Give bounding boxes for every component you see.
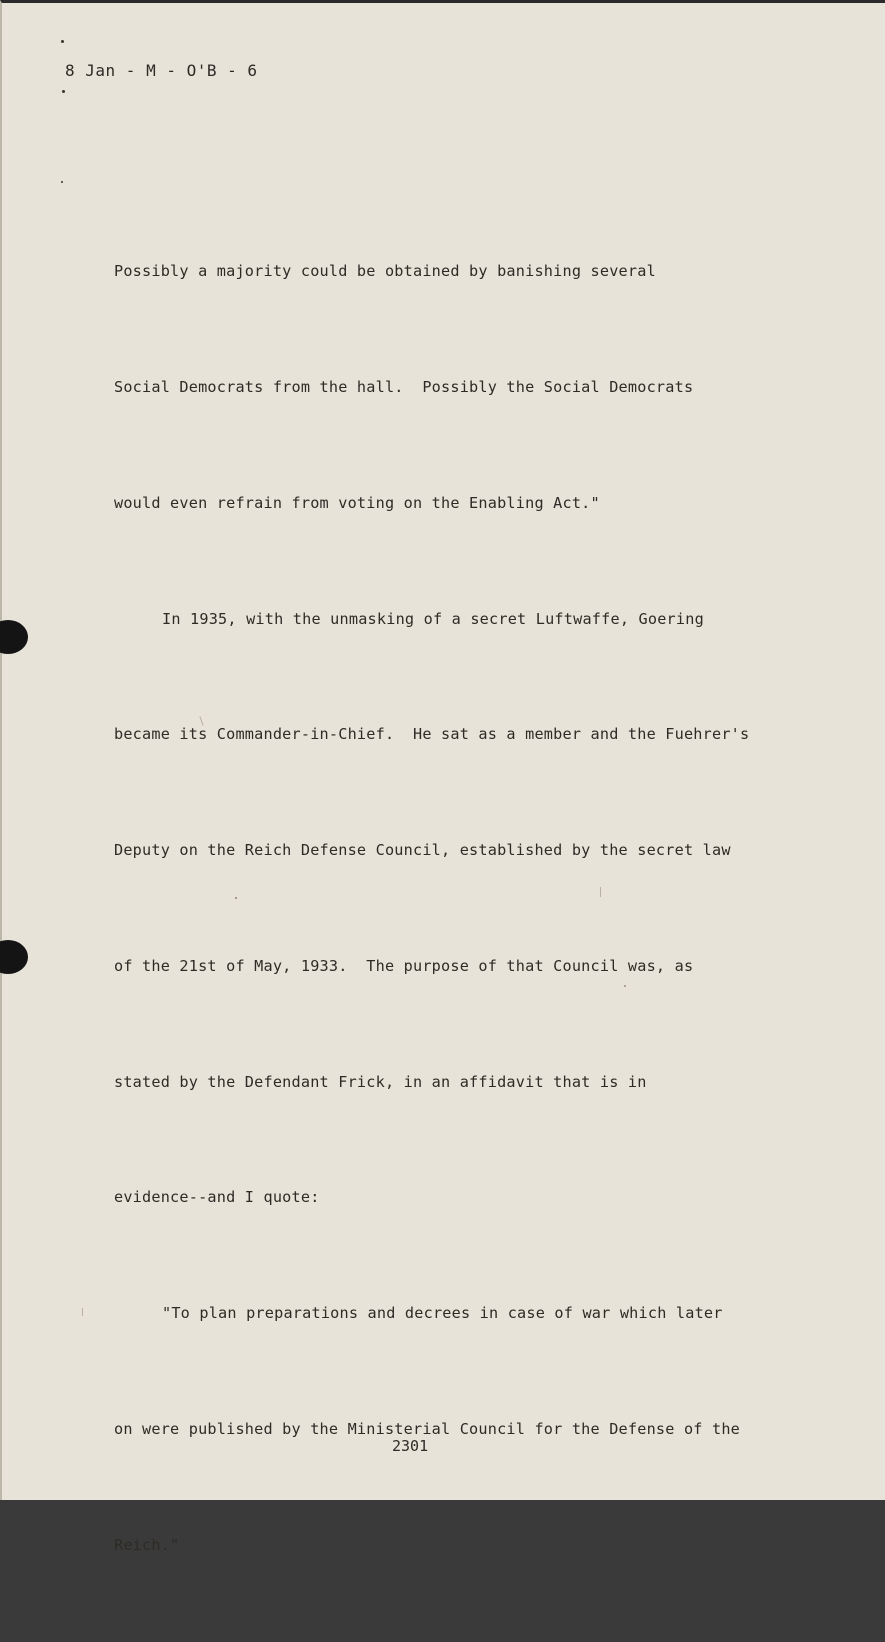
punch-hole-bottom bbox=[0, 940, 28, 974]
text-line: "To plan preparations and decrees in case of war which later bbox=[162, 1304, 723, 1323]
text-line: on were published by the Ministerial Council for the Defense of the bbox=[114, 1420, 741, 1438]
text-line: Social Democrats from the hall. Possibly the Social Democrats bbox=[114, 377, 694, 396]
text-line: became its Commander-in-Chief. He sat as a member and the Fuehrer's bbox=[114, 725, 750, 744]
paper-mark bbox=[600, 887, 601, 897]
page-number: 2301 bbox=[392, 1437, 429, 1455]
punch-hole-top bbox=[0, 620, 28, 654]
text-line: of the 21st of May, 1933. The purpose of that Council was, as bbox=[114, 956, 694, 975]
text-line: stated by the Defendant Frick, in an affidavit that is in bbox=[114, 1072, 647, 1091]
text-line: Possibly a majority could be obtained by banishing several bbox=[114, 262, 656, 281]
text-line: evidence--and I quote: bbox=[114, 1188, 320, 1207]
page-header: 8 Jan - M - O'B - 6 bbox=[65, 61, 258, 80]
paper-mark bbox=[624, 985, 626, 987]
paper-mark bbox=[62, 90, 65, 93]
paper-mark bbox=[235, 897, 237, 899]
body-text bbox=[114, 175, 794, 1642]
text-line: would even refrain from voting on the Enabling Act." bbox=[114, 493, 600, 512]
text-line: Deputy on the Reich Defense Council, established by the secret law bbox=[114, 841, 731, 860]
text-line: In 1935, with the unmasking of a secret Luftwaffe, Goering bbox=[162, 609, 704, 628]
paper-mark bbox=[61, 40, 64, 43]
paper-mark bbox=[82, 1308, 83, 1316]
text-line: Reich." bbox=[114, 1535, 180, 1554]
paper-mark bbox=[61, 181, 63, 183]
